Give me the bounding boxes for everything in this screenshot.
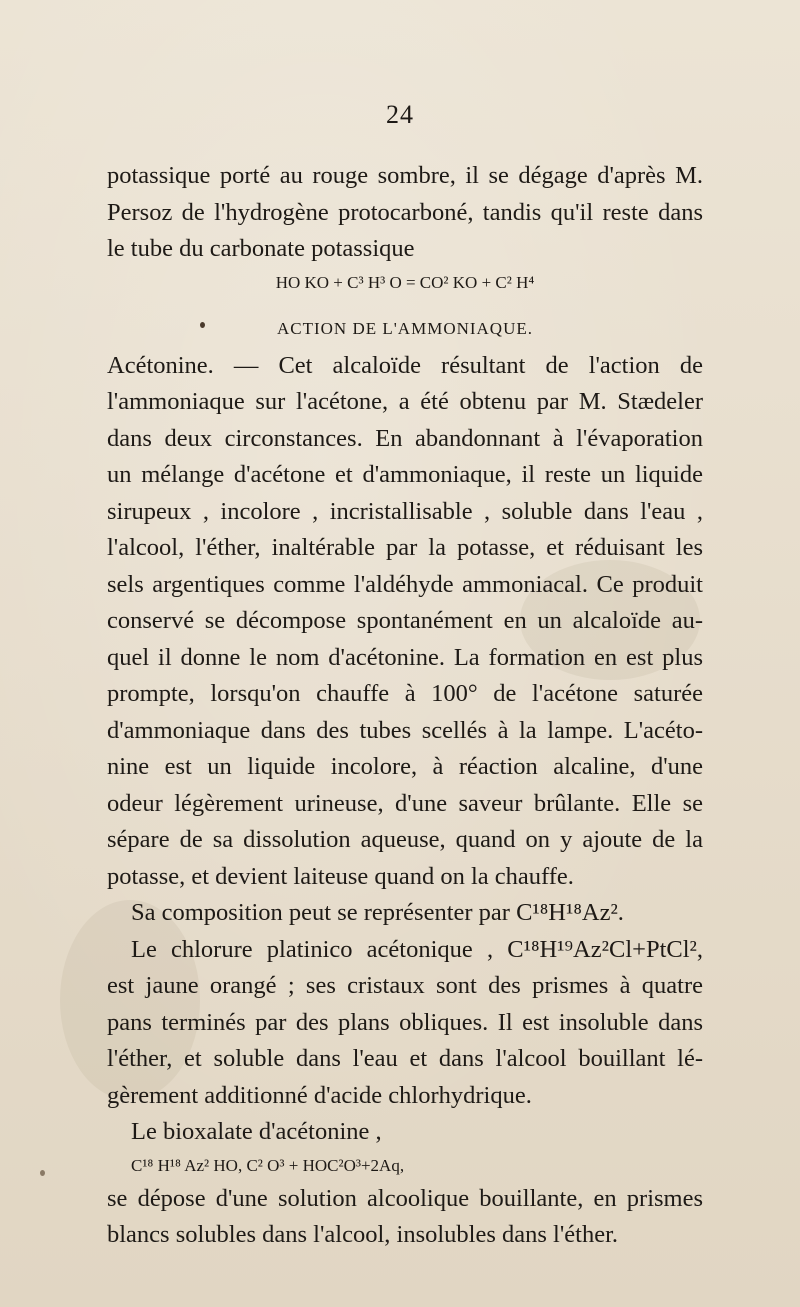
chemical-formula: HO KO + C³ H³ O = CO² KO + C² H⁴	[275, 272, 535, 292]
text-line: l'ammoniaque sur l'acétone, a été obtenu par M. Stædeler	[107, 388, 703, 415]
text-line: gèrement additionné d'acide chlorhydrique.	[107, 1081, 532, 1109]
page-number: 24	[386, 100, 414, 129]
text-line: conservé se décompose spontanément en un alcaloïde au-	[107, 607, 703, 634]
section-heading: ACTION DE L'AMMONIAQUE.	[276, 318, 533, 338]
text-line: Sa composition peut se représenter par C¹⁸H¹⁸Az².	[131, 899, 624, 926]
text-line: l'alcool, l'éther, inaltérable par la potasse, et réduisant les	[107, 534, 703, 561]
ink-spot	[40, 1170, 45, 1176]
text-line: sépare de sa dissolution aqueuse, quand on y ajoute de la	[107, 826, 703, 853]
text-line: est jaune orangé ; ses cristaux sont des prismes à quatre	[107, 972, 703, 999]
text-line: potassique porté au rouge sombre, il se dégage d'après M.	[107, 162, 703, 189]
text-line: l'éther, et soluble dans l'eau et dans l'alcool bouillant lé-	[107, 1045, 703, 1072]
text-line: quel il donne le nom d'acétonine. La formation en est plus	[107, 643, 703, 671]
text-line: Acétonine. — Cet alcaloïde résultant de l'action de	[107, 351, 703, 379]
text-line: Persoz de l'hydrogène protocarboné, tandis qu'il reste dans	[107, 198, 703, 226]
text-line: blancs solubles dans l'alcool, insolubles dans l'éther.	[107, 1221, 618, 1248]
text-line: un mélange d'acétone et d'ammoniaque, il reste un liquide	[107, 461, 703, 488]
text-line: se dépose d'une solution alcoolique bouillante, en prismes	[107, 1184, 703, 1212]
text-line: potasse, et devient laiteuse quand on la chauffe.	[107, 862, 574, 890]
text-line: nine est un liquide incolore, à réaction alcaline, d'une	[107, 753, 703, 780]
text-line: dans deux circonstances. En abandonnant à l'évaporation	[107, 424, 703, 452]
text-line: le tube du carbonate potassique	[107, 235, 415, 262]
text-line: sels argentiques comme l'aldéhyde ammoniacal. Ce produit	[107, 570, 703, 598]
text-line: odeur légèrement urineuse, d'une saveur brûlante. Elle se	[107, 789, 703, 817]
chemical-formula: C¹⁸ H¹⁸ Az² HO, C² O³ + HOC²O³+2Aq,	[131, 1155, 405, 1175]
text-line: Le chlorure platinico acétonique , C¹⁸H¹⁹Az²Cl+PtCl²,	[131, 935, 703, 963]
text-line: Le bioxalate d'acétonine ,	[131, 1118, 382, 1145]
text-line: pans terminés par des plans obliques. Il est insoluble dans	[107, 1008, 703, 1036]
text-line: d'ammoniaque dans des tubes scellés à la lampe. L'acéto-	[107, 716, 703, 744]
body-text	[107, 158, 703, 1254]
text-line: sirupeux , incolore , incristallisable , soluble dans l'eau ,	[107, 497, 703, 525]
text-line: prompte, lorsqu'on chauffe à 100° de l'acétone saturée	[107, 680, 703, 707]
